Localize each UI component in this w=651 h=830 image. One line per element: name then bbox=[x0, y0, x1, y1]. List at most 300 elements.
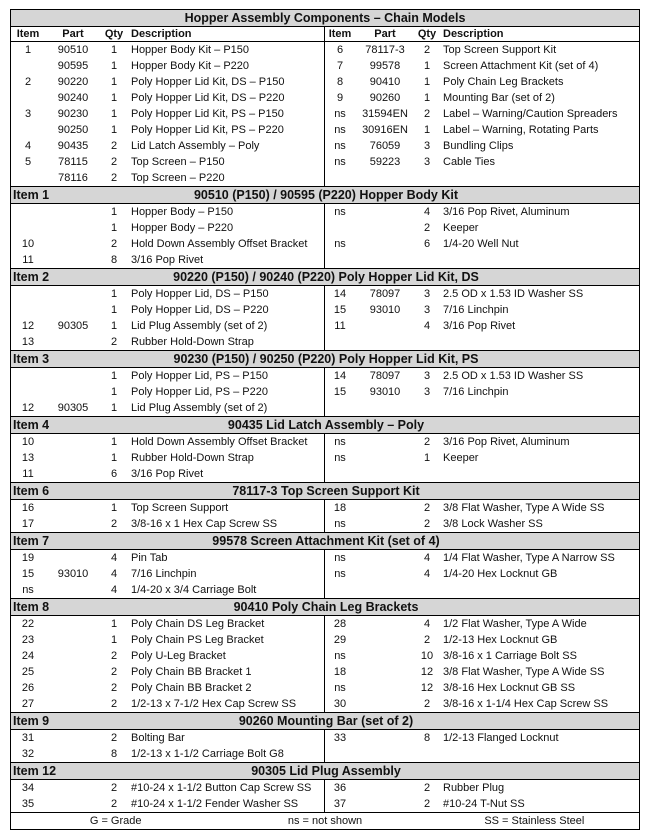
header-description: Description bbox=[131, 28, 192, 40]
description: Hopper Body – P150 bbox=[131, 206, 234, 218]
quantity: 8 bbox=[110, 254, 118, 266]
quantity bbox=[415, 252, 439, 268]
description: 7/16 Linchpin bbox=[131, 568, 197, 580]
item-number: 9 bbox=[336, 92, 344, 104]
section-item-label: Item 3 bbox=[13, 352, 50, 366]
item-number: 7 bbox=[336, 60, 344, 72]
quantity: 4 bbox=[110, 584, 118, 596]
table-row bbox=[11, 302, 639, 318]
row-left-half bbox=[11, 566, 325, 582]
section-item-label: Item 2 bbox=[13, 270, 50, 284]
table-row bbox=[11, 318, 639, 334]
part-number bbox=[45, 664, 101, 680]
row-left-half bbox=[11, 680, 325, 696]
row-right-half bbox=[325, 138, 639, 154]
quantity: 3 bbox=[423, 288, 431, 300]
quantity: 2 bbox=[110, 782, 118, 794]
part-number bbox=[45, 236, 101, 252]
description: Poly Chain BB Bracket 2 bbox=[131, 682, 252, 694]
quantity: 1 bbox=[110, 402, 118, 414]
part-number: 76059 bbox=[369, 140, 401, 152]
table-row bbox=[11, 106, 639, 122]
description: Poly Chain Leg Brackets bbox=[443, 76, 564, 88]
table-row bbox=[11, 664, 639, 680]
item-number: 6 bbox=[336, 44, 344, 56]
part-number bbox=[355, 236, 415, 252]
item-number: 23 bbox=[21, 634, 35, 646]
part-number bbox=[355, 746, 415, 762]
table-row bbox=[11, 220, 639, 236]
table-row bbox=[11, 500, 639, 516]
item-number: 2 bbox=[24, 76, 32, 88]
part-number bbox=[355, 500, 415, 516]
header-qty: Qty bbox=[417, 28, 437, 40]
section-header bbox=[11, 532, 639, 550]
quantity: 1 bbox=[110, 288, 118, 300]
part-number: 90305 bbox=[57, 402, 89, 414]
section-item-label: Item 12 bbox=[13, 764, 57, 778]
part-number bbox=[355, 466, 415, 482]
section-item-label: Item 8 bbox=[13, 600, 50, 614]
row-left-half bbox=[11, 632, 325, 648]
part-number bbox=[45, 204, 101, 220]
description: Hold Down Assembly Offset Bracket bbox=[131, 436, 308, 448]
table-row bbox=[11, 58, 639, 74]
quantity: 3 bbox=[423, 140, 431, 152]
quantity: 2 bbox=[110, 238, 118, 250]
part-number bbox=[45, 252, 101, 268]
item-number: ns bbox=[334, 124, 346, 136]
quantity: 3 bbox=[423, 386, 431, 398]
quantity: 2 bbox=[110, 156, 118, 168]
item-number: 10 bbox=[21, 436, 35, 448]
item-number: 17 bbox=[21, 518, 35, 530]
description: 2.5 OD x 1.53 ID Washer SS bbox=[443, 288, 584, 300]
row-right-half bbox=[325, 434, 639, 450]
description: Poly Hopper Lid Kit, DS – P220 bbox=[131, 92, 285, 104]
quantity: 1 bbox=[110, 206, 118, 218]
header-item: Item bbox=[16, 28, 40, 40]
item-number: ns bbox=[334, 682, 346, 694]
description: 1/2 Flat Washer, Type A Wide bbox=[443, 618, 587, 630]
table-row bbox=[11, 582, 639, 598]
item-number: 37 bbox=[333, 798, 347, 810]
row-right-half bbox=[325, 632, 639, 648]
item-number: 29 bbox=[333, 634, 347, 646]
item-number bbox=[11, 90, 45, 106]
legend-not-shown: ns = not shown bbox=[287, 815, 363, 827]
description: Poly U-Leg Bracket bbox=[131, 650, 226, 662]
description bbox=[439, 170, 639, 186]
description: Top Screen Support bbox=[131, 502, 229, 514]
quantity: 1 bbox=[110, 44, 118, 56]
quantity: 2 bbox=[423, 108, 431, 120]
header-item: Item bbox=[328, 28, 352, 40]
table-row bbox=[11, 286, 639, 302]
description: Poly Hopper Lid, DS – P150 bbox=[131, 288, 269, 300]
part-number: 78116 bbox=[58, 172, 88, 184]
quantity: 2 bbox=[110, 650, 118, 662]
item-number bbox=[11, 384, 45, 400]
item-number: ns bbox=[334, 436, 346, 448]
part-number bbox=[45, 302, 101, 318]
header-qty: Qty bbox=[104, 28, 124, 40]
item-number: 31 bbox=[21, 732, 35, 744]
row-right-half bbox=[325, 220, 639, 236]
item-number bbox=[11, 368, 45, 384]
table-row bbox=[11, 400, 639, 416]
section-header bbox=[11, 762, 639, 780]
item-number: 24 bbox=[21, 650, 35, 662]
item-number bbox=[11, 204, 45, 220]
part-number bbox=[355, 450, 415, 466]
quantity: 2 bbox=[110, 518, 118, 530]
description: 3/16 Pop Rivet bbox=[131, 468, 204, 480]
row-left-half bbox=[11, 220, 325, 236]
section-header bbox=[11, 598, 639, 616]
item-number: ns bbox=[334, 238, 346, 250]
item-number: 30 bbox=[333, 698, 347, 710]
description: Rubber Hold-Down Strap bbox=[131, 452, 254, 464]
part-number bbox=[355, 664, 415, 680]
quantity: 2 bbox=[423, 782, 431, 794]
part-number bbox=[45, 616, 101, 632]
description: #10-24 T-Nut SS bbox=[443, 798, 525, 810]
quantity: 2 bbox=[423, 44, 431, 56]
item-number: 28 bbox=[333, 618, 347, 630]
quantity: 8 bbox=[110, 748, 118, 760]
description: 3/8 Lock Washer SS bbox=[443, 518, 543, 530]
table-row bbox=[11, 334, 639, 350]
description: Poly Chain BB Bracket 1 bbox=[131, 666, 252, 678]
row-right-half bbox=[325, 106, 639, 122]
description: Rubber Hold-Down Strap bbox=[131, 336, 254, 348]
description: 3/8-16 x 1-1/4 Hex Cap Screw SS bbox=[443, 698, 609, 710]
table-row bbox=[11, 252, 639, 268]
quantity: 2 bbox=[423, 634, 431, 646]
description: Screen Attachment Kit (set of 4) bbox=[443, 60, 599, 72]
row-right-half bbox=[325, 286, 639, 302]
quantity: 1 bbox=[110, 76, 118, 88]
description: 3/16 Pop Rivet, Aluminum bbox=[443, 436, 570, 448]
part-number: 93010 bbox=[57, 568, 89, 580]
description: 3/16 Pop Rivet bbox=[443, 320, 516, 332]
table-row bbox=[11, 368, 639, 384]
part-number bbox=[45, 500, 101, 516]
part-number bbox=[45, 780, 101, 796]
quantity: 2 bbox=[423, 518, 431, 530]
section-header bbox=[11, 350, 639, 368]
part-number bbox=[355, 170, 415, 186]
table-row bbox=[11, 170, 639, 186]
quantity: 1 bbox=[110, 618, 118, 630]
row-right-half bbox=[325, 730, 639, 746]
part-number: 78117-3 bbox=[365, 44, 405, 56]
row-right-half bbox=[325, 302, 639, 318]
description: 1/4-20 Well Nut bbox=[443, 238, 519, 250]
quantity: 12 bbox=[420, 682, 434, 694]
row-left-half bbox=[11, 516, 325, 532]
quantity: 2 bbox=[110, 698, 118, 710]
part-number: 90220 bbox=[57, 76, 89, 88]
row-right-half bbox=[325, 90, 639, 106]
item-number: 3 bbox=[24, 108, 32, 120]
row-right-half bbox=[325, 252, 639, 268]
item-number: 32 bbox=[21, 748, 35, 760]
row-left-half bbox=[11, 500, 325, 516]
part-number: 78115 bbox=[58, 156, 88, 168]
row-left-half bbox=[11, 746, 325, 762]
table-row bbox=[11, 204, 639, 220]
description: 1/4-20 x 3/4 Carriage Bolt bbox=[131, 584, 257, 596]
part-number bbox=[355, 780, 415, 796]
quantity bbox=[415, 334, 439, 350]
description: 1/2-13 Flanged Locknut bbox=[443, 732, 559, 744]
quantity: 1 bbox=[110, 502, 118, 514]
row-left-half bbox=[11, 616, 325, 632]
section-title: 99578 Screen Attachment Kit (set of 4) bbox=[212, 534, 440, 548]
description: 3/8 Flat Washer, Type A Wide SS bbox=[443, 666, 605, 678]
part-number bbox=[355, 796, 415, 812]
part-number: 90510 bbox=[57, 44, 89, 56]
part-number bbox=[355, 550, 415, 566]
quantity: 2 bbox=[110, 140, 118, 152]
part-number: 30916EN bbox=[362, 124, 408, 136]
quantity: 6 bbox=[423, 238, 431, 250]
item-number: 14 bbox=[333, 370, 347, 382]
quantity: 2 bbox=[110, 172, 118, 184]
item-number bbox=[325, 466, 355, 482]
row-left-half bbox=[11, 154, 325, 170]
description: Hopper Body Kit – P220 bbox=[131, 60, 250, 72]
table-row bbox=[11, 746, 639, 762]
row-left-half bbox=[11, 204, 325, 220]
table-row bbox=[11, 384, 639, 400]
item-number: 36 bbox=[333, 782, 347, 794]
quantity: 2 bbox=[423, 798, 431, 810]
part-number bbox=[45, 466, 101, 482]
part-number: 93010 bbox=[369, 386, 401, 398]
table-row bbox=[11, 648, 639, 664]
quantity bbox=[415, 746, 439, 762]
header-part: Part bbox=[62, 28, 84, 40]
item-number bbox=[11, 302, 45, 318]
item-number: ns bbox=[334, 156, 346, 168]
part-number bbox=[355, 730, 415, 746]
description: 7/16 Linchpin bbox=[443, 304, 509, 316]
part-number: 78097 bbox=[369, 370, 401, 382]
quantity: 1 bbox=[110, 304, 118, 316]
item-number: 10 bbox=[21, 238, 35, 250]
item-number: ns bbox=[22, 584, 34, 596]
part-number: 90595 bbox=[57, 60, 89, 72]
item-number: 1 bbox=[24, 44, 32, 56]
row-left-half bbox=[11, 696, 325, 712]
row-left-half bbox=[11, 334, 325, 350]
table-row bbox=[11, 138, 639, 154]
row-right-half bbox=[325, 566, 639, 582]
description: Hopper Body – P220 bbox=[131, 222, 234, 234]
row-left-half bbox=[11, 550, 325, 566]
table-row bbox=[11, 42, 639, 58]
section-title: 90305 Lid Plug Assembly bbox=[251, 764, 401, 778]
part-number bbox=[355, 334, 415, 350]
row-left-half bbox=[11, 400, 325, 416]
part-number bbox=[45, 680, 101, 696]
quantity: 12 bbox=[420, 666, 434, 678]
row-right-half bbox=[325, 58, 639, 74]
row-right-half bbox=[325, 42, 639, 58]
description: Keeper bbox=[443, 452, 479, 464]
item-number bbox=[325, 220, 355, 236]
description: Label – Warning/Caution Spreaders bbox=[443, 108, 618, 120]
section-item-label: Item 4 bbox=[13, 418, 50, 432]
description: 1/4 Flat Washer, Type A Narrow SS bbox=[443, 552, 615, 564]
quantity: 1 bbox=[423, 124, 431, 136]
quantity: 2 bbox=[423, 436, 431, 448]
quantity: 2 bbox=[423, 698, 431, 710]
description: Poly Chain DS Leg Bracket bbox=[131, 618, 265, 630]
part-number bbox=[45, 516, 101, 532]
description: 3/8 Flat Washer, Type A Wide SS bbox=[443, 502, 605, 514]
part-number: 90410 bbox=[369, 76, 401, 88]
section-item-label: Item 1 bbox=[13, 188, 50, 202]
row-right-half bbox=[325, 664, 639, 680]
part-number bbox=[45, 696, 101, 712]
part-number bbox=[355, 434, 415, 450]
row-left-half bbox=[11, 122, 325, 138]
table-row bbox=[11, 122, 639, 138]
part-number: 90305 bbox=[57, 320, 89, 332]
header-description: Description bbox=[443, 28, 504, 40]
description: Lid Latch Assembly – Poly bbox=[131, 140, 260, 152]
row-left-half bbox=[11, 648, 325, 664]
part-number: 90435 bbox=[57, 140, 89, 152]
item-number: ns bbox=[334, 650, 346, 662]
description: Poly Hopper Lid Kit, PS – P220 bbox=[131, 124, 284, 136]
item-number: 13 bbox=[21, 336, 35, 348]
item-number: 16 bbox=[21, 502, 35, 514]
part-number: 31594EN bbox=[362, 108, 408, 120]
row-right-half bbox=[325, 582, 639, 598]
description: Poly Hopper Lid Kit, PS – P150 bbox=[131, 108, 284, 120]
quantity bbox=[415, 400, 439, 416]
description: Lid Plug Assembly (set of 2) bbox=[131, 320, 268, 332]
quantity: 1 bbox=[110, 452, 118, 464]
quantity: 4 bbox=[423, 320, 431, 332]
row-right-half bbox=[325, 648, 639, 664]
quantity bbox=[415, 466, 439, 482]
part-number bbox=[45, 450, 101, 466]
item-number: ns bbox=[334, 140, 346, 152]
item-number: 18 bbox=[333, 666, 347, 678]
table-row bbox=[11, 616, 639, 632]
part-number: 90230 bbox=[57, 108, 89, 120]
quantity: 8 bbox=[423, 732, 431, 744]
item-number: 19 bbox=[21, 552, 35, 564]
item-number bbox=[325, 582, 355, 598]
part-number bbox=[355, 582, 415, 598]
table-row bbox=[11, 516, 639, 532]
quantity: 10 bbox=[420, 650, 434, 662]
item-number bbox=[11, 286, 45, 302]
table-row bbox=[11, 566, 639, 582]
table-row bbox=[11, 550, 639, 566]
part-number bbox=[45, 648, 101, 664]
part-number bbox=[45, 746, 101, 762]
part-number bbox=[45, 368, 101, 384]
quantity: 1 bbox=[110, 320, 118, 332]
description: 3/8-16 x 1 Carriage Bolt SS bbox=[443, 650, 577, 662]
description: Keeper bbox=[443, 222, 479, 234]
quantity: 2 bbox=[110, 666, 118, 678]
description: Lid Plug Assembly (set of 2) bbox=[131, 402, 268, 414]
description bbox=[439, 466, 639, 482]
main-components-list bbox=[11, 42, 639, 186]
quantity bbox=[415, 170, 439, 186]
table-row bbox=[11, 730, 639, 746]
row-left-half bbox=[11, 318, 325, 334]
part-number: 90240 bbox=[57, 92, 89, 104]
row-left-half bbox=[11, 582, 325, 598]
description: Poly Hopper Lid Kit, DS – P150 bbox=[131, 76, 285, 88]
item-number: 34 bbox=[21, 782, 35, 794]
table-row bbox=[11, 696, 639, 712]
description: Label – Warning, Rotating Parts bbox=[443, 124, 599, 136]
row-left-half bbox=[11, 286, 325, 302]
quantity: 4 bbox=[423, 206, 431, 218]
part-number bbox=[355, 400, 415, 416]
part-number bbox=[355, 220, 415, 236]
row-right-half bbox=[325, 696, 639, 712]
item-number: 11 bbox=[22, 468, 34, 480]
section-header bbox=[11, 482, 639, 500]
part-number: 90250 bbox=[57, 124, 89, 136]
description: #10-24 x 1-1/2 Fender Washer SS bbox=[131, 798, 299, 810]
header-part: Part bbox=[374, 28, 396, 40]
part-number bbox=[45, 730, 101, 746]
part-number bbox=[45, 286, 101, 302]
section-item-label: Item 9 bbox=[13, 714, 50, 728]
sub-assembly-sections bbox=[11, 186, 639, 812]
description: Pin Tab bbox=[131, 552, 168, 564]
column-header-row bbox=[11, 27, 639, 42]
item-number: ns bbox=[334, 206, 346, 218]
description: 2.5 OD x 1.53 ID Washer SS bbox=[443, 370, 584, 382]
item-number: 33 bbox=[333, 732, 347, 744]
description: Cable Ties bbox=[443, 156, 495, 168]
section-item-label: Item 7 bbox=[13, 534, 50, 548]
column-header-left bbox=[11, 27, 325, 41]
row-right-half bbox=[325, 780, 639, 796]
table-row bbox=[11, 90, 639, 106]
item-number: 15 bbox=[21, 568, 35, 580]
quantity: 1 bbox=[423, 60, 431, 72]
table-row bbox=[11, 466, 639, 482]
item-number: 11 bbox=[334, 320, 346, 332]
table-row bbox=[11, 74, 639, 90]
row-right-half bbox=[325, 450, 639, 466]
legend-grade: G = Grade bbox=[89, 815, 142, 827]
item-number: 22 bbox=[21, 618, 35, 630]
description: 1/2-13 x 7-1/2 Hex Cap Screw SS bbox=[131, 698, 297, 710]
row-left-half bbox=[11, 384, 325, 400]
item-number: 15 bbox=[333, 304, 347, 316]
description bbox=[439, 400, 639, 416]
row-left-half bbox=[11, 170, 325, 186]
description bbox=[439, 582, 639, 598]
item-number: 18 bbox=[333, 502, 347, 514]
